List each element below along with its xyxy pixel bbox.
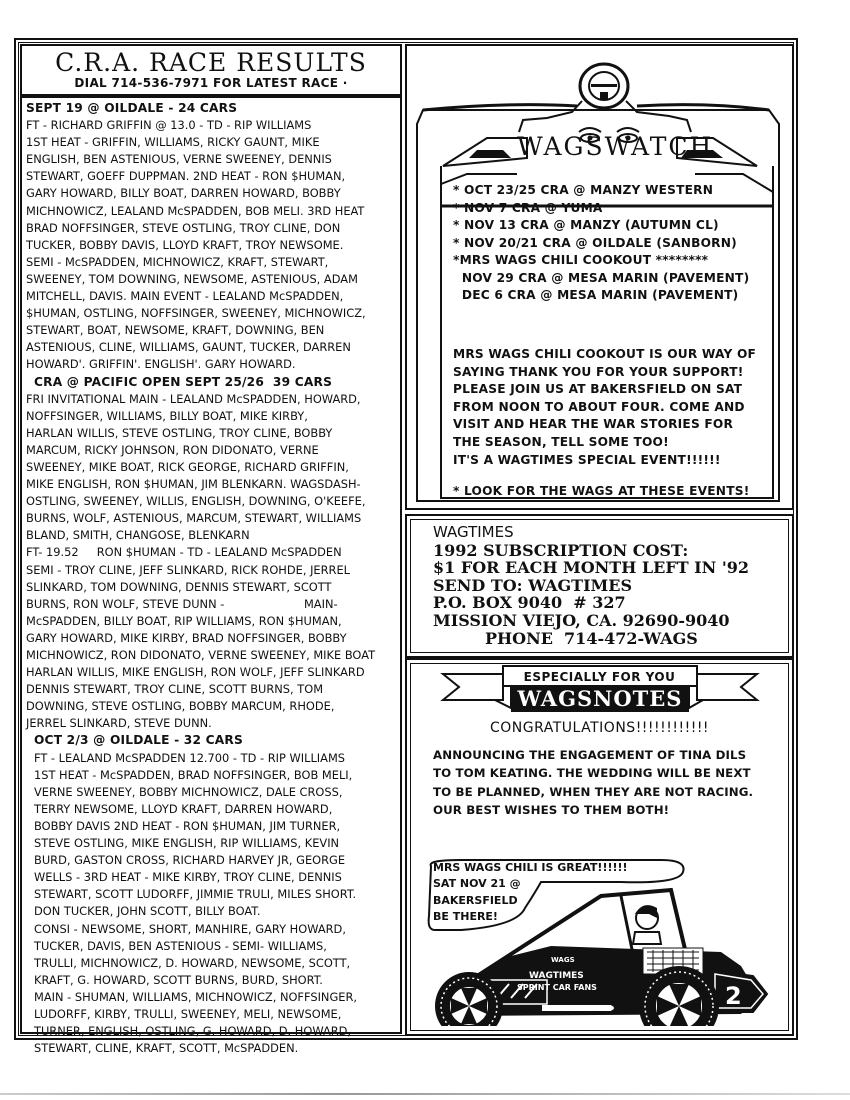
race-results-hotline: DIAL 714-536-7971 FOR LATEST RACE ·	[74, 76, 348, 90]
subscription-panel	[405, 514, 794, 658]
subscription-cost-heading: 1992 SUBSCRIPTION COST:	[433, 540, 689, 560]
race-results-lines	[26, 100, 398, 1057]
result-line: 1ST HEAT - McSPADDEN, BRAD NOFFSINGER, BOB MELI,	[34, 767, 353, 782]
result-line: HOWARD'. GRIFFIN'. ENGLISH'. GARY HOWARD.	[26, 357, 296, 372]
result-line: BURNS, RON WOLF, STEVE DUNN - MAIN-	[26, 596, 338, 611]
announcement-line: OUR BEST WISHES TO THEM BOTH!	[433, 802, 670, 817]
result-line: TRULLI, MICHNOWICZ, D. HOWARD, NEWSOME, SCOTT,	[34, 955, 351, 970]
result-line: FT- 19.52 RON $HUMAN - TD - LEALAND McSPADDEN	[26, 545, 342, 560]
wagswatch-schedule	[453, 182, 749, 305]
result-line: FRI INVITATIONAL MAIN - LEALAND McSPADDEN, HOWARD,	[26, 391, 361, 406]
race-results-title: C.R.A. RACE RESULTS	[55, 48, 367, 77]
announcement-line: TO TOM KEATING. THE WEDDING WILL BE NEXT	[433, 766, 751, 781]
wagsnotes-kicker: ESPECIALLY FOR YOU	[523, 670, 676, 684]
car-side-label-1: WAGTIMES	[529, 971, 584, 981]
subscription-info	[433, 524, 749, 647]
race-heading: OCT 2/3 @ OILDALE - 32 CARS	[34, 733, 243, 748]
schedule-item: DEC 6 CRA @ MESA MARIN (PAVEMENT)	[453, 288, 739, 302]
result-line: McSPADDEN, BILLY BOAT, RIP WILLIAMS, RON $HUMAN,	[26, 613, 342, 628]
result-line: STEWART, GOEFF DUPPMAN. 2ND HEAT - RON $HUMAN,	[26, 169, 346, 184]
result-line: DON TUCKER, JOHN SCOTT, BILLY BOAT.	[34, 904, 261, 919]
result-line: BURNS, WOLF, ASTENIOUS, MARCUM, STEWART, WILLIAMS	[26, 511, 362, 526]
schedule-item: *MRS WAGS CHILI COOKOUT ********	[453, 253, 709, 267]
announcement-line: TO BE PLANNED, WHEN THEY ARE NOT RACING.	[433, 784, 754, 799]
wagsnotes-title: WAGSNOTES	[511, 686, 689, 712]
result-line: MIKE ENGLISH, RON $HUMAN, JIM BLENKARN. WAGSDASH-	[26, 477, 361, 492]
result-line: HARLAN WILLIS, MIKE ENGLISH, RON WOLF, JEFF SLINKARD	[26, 665, 365, 680]
schedule-item: NOV 29 CRA @ MESA MARIN (PAVEMENT)	[453, 270, 750, 285]
result-line: BOBBY DAVIS 2ND HEAT - RON $HUMAN, JIM TURNER,	[34, 818, 341, 833]
result-line: MITCHELL, DAVIS. MAIN EVENT - LEALAND McSPADDEN,	[26, 289, 344, 304]
result-line: CONSI - NEWSOME, SHORT, MANHIRE, GARY HOWARD,	[34, 921, 346, 936]
announcement-line: THE SEASON, TELL SOME TOO!	[453, 434, 669, 449]
bubble-line: SAT NOV 21 @	[433, 877, 521, 891]
result-line: JERREL SLINKARD, STEVE DUNN.	[26, 716, 212, 731]
schedule-item: * NOV 20/21 CRA @ OILDALE (SANBORN)	[453, 235, 737, 250]
result-line: DENNIS STEWART, TROY CLINE, SCOTT BURNS, TOM	[26, 682, 324, 697]
result-line: STEWART, CLINE, KRAFT, SCOTT, McSPADDEN.	[34, 1041, 299, 1056]
wagswatch-footer: * LOOK FOR THE WAGS AT THESE EVENTS!	[453, 484, 750, 498]
result-line: 1ST HEAT - GRIFFIN, WILLIAMS, RICKY GAUNT, MIKE	[26, 135, 320, 150]
result-line: HARLAN WILLIS, STEVE OSTLING, TROY CLINE, BOBBY	[26, 425, 333, 440]
car-number: 2	[725, 982, 742, 1010]
result-line: TURNER, ENGLISH, OSTLING, G. HOWARD, D. HOWARD,	[34, 1024, 352, 1039]
result-line: GARY HOWARD, MIKE KIRBY, BRAD NOFFSINGER, BOBBY	[26, 630, 347, 645]
race-heading: SEPT 19 @ OILDALE - 24 CARS	[26, 101, 238, 115]
result-line: $HUMAN, OSTLING, NOFFSINGER, SWEENEY, MICHNOWICZ,	[26, 306, 366, 321]
race-results-body	[20, 96, 402, 1056]
announcement-line: ANNOUNCING THE ENGAGEMENT OF TINA DILS	[433, 748, 747, 762]
bubble-line: BAKERSFIELD	[433, 893, 518, 907]
result-line: LUDORFF, KIRBY, TRULLI, SWEENEY, MELI, NEWSOME,	[34, 1006, 342, 1021]
wagsnotes-panel	[405, 658, 794, 1036]
result-line: MARCUM, RICKY JOHNSON, RON DIDONATO, VERNE	[26, 442, 319, 457]
result-line: SWEENEY, TOM DOWNING, NEWSOME, ASTENIOUS, ADAM	[26, 271, 358, 286]
announcement-line: MRS WAGS CHILI COOKOUT IS OUR WAY OF	[453, 347, 757, 361]
result-line: NOFFSINGER, WILLIAMS, BILLY BOAT, MIKE KIRBY,	[26, 408, 308, 423]
result-line: VERNE SWEENEY, BOBBY MICHNOWICZ, DALE CROSS,	[34, 784, 343, 799]
announcement-line: SAYING THANK YOU FOR YOUR SUPPORT!	[453, 364, 744, 379]
schedule-item: * OCT 23/25 CRA @ MANZY WESTERN	[453, 183, 714, 197]
race-results-header	[20, 44, 402, 96]
result-line: TUCKER, BOBBY DAVIS, LLOYD KRAFT, TROY NEWSOME.	[26, 237, 344, 252]
speech-bubble-text	[433, 860, 628, 926]
result-line: GARY HOWARD, BILLY BOAT, DARREN HOWARD, BOBBY	[26, 186, 341, 201]
result-line: SWEENEY, MIKE BOAT, RICK GEORGE, RICHARD GRIFFIN,	[26, 459, 349, 474]
result-line: TERRY NEWSOME, LLOYD KRAFT, DARREN HOWARD,	[34, 801, 333, 816]
result-line: TUCKER, DAVIS, BEN ASTENIOUS - SEMI- WILLIAMS,	[34, 938, 327, 953]
result-line: STEWART, BOAT, NEWSOME, KRAFT, DOWNING, BEN	[26, 323, 325, 338]
result-line: BRAD NOFFSINGER, STEVE OSTLING, TROY CLINE, DON	[26, 220, 341, 235]
announcement-line: IT'S A WAGTIMES SPECIAL EVENT!!!!!!	[453, 452, 721, 467]
announcement-line: FROM NOON TO ABOUT FOUR. COME AND	[453, 399, 745, 414]
result-line: MICHNOWICZ, LEALAND McSPADDEN, BOB MELI. 3RD HEAT	[26, 203, 365, 218]
result-line: MICHNOWICZ, RON DIDONATO, VERNE SWEENEY, MIKE BOAT	[26, 648, 376, 662]
result-line: FT - LEALAND McSPADDEN 12.700 - TD - RIP WILLIAMS	[34, 750, 346, 765]
subscription-po-box: P.O. BOX 9040 # 327	[433, 593, 626, 613]
scan-edge	[0, 1093, 850, 1095]
result-line: STEVE OSTLING, MIKE ENGLISH, RIP WILLIAMS, KEVIN	[34, 836, 340, 851]
engagement-announcement	[433, 746, 753, 819]
subscription-name: WAGTIMES	[433, 523, 514, 541]
subscription-cost: $1 FOR EACH MONTH LEFT IN '92	[433, 558, 750, 578]
result-line: SEMI - TROY CLINE, JEFF SLINKARD, RICK ROHDE, JERREL	[26, 562, 351, 577]
schedule-item: * NOV 13 CRA @ MANZY (AUTUMN CL)	[453, 218, 719, 232]
bubble-line: MRS WAGS CHILI IS GREAT!!!!!!	[433, 861, 628, 874]
result-line: KRAFT, G. HOWARD, SCOTT BURNS, BURD, SHORT.	[34, 972, 323, 987]
result-line: SLINKARD, TOM DOWNING, DENNIS STEWART, SCOTT	[26, 579, 332, 594]
result-line: STEWART, SCOTT LUDORFF, JIMMIE TRULI, MILES SHORT.	[34, 887, 357, 902]
wagswatch-announcement	[453, 346, 756, 469]
result-line: SEMI - McSPADDEN, MICHNOWICZ, KRAFT, STEWART,	[26, 254, 329, 269]
result-line: BLAND, SMITH, CHANGOSE, BLENKARN	[26, 528, 250, 543]
subscription-city: MISSION VIEJO, CA. 92690-9040	[433, 610, 730, 630]
result-line: ENGLISH, BEN ASTENIOUS, VERNE SWEENEY, DENNIS	[26, 152, 332, 167]
result-line: ASTENIOUS, CLINE, WILLIAMS, GAUNT, TUCKER, DARREN	[26, 340, 351, 355]
race-heading: CRA @ PACIFIC OPEN SEPT 25/26 39 CARS	[34, 374, 333, 389]
bubble-line: BE THERE!	[433, 910, 498, 924]
race-results-column	[20, 44, 402, 1056]
schedule-item: * NOV 7 CRA @ YUMA	[453, 200, 603, 215]
result-line: WELLS - 3RD HEAT - MIKE KIRBY, TROY CLINE, DENNIS	[34, 870, 342, 885]
result-line: BURD, GASTON CROSS, RICHARD HARVEY JR, GEORGE	[34, 853, 346, 868]
wagswatch-title: WAGSWATCH	[517, 132, 714, 161]
subscription-phone: PHONE 714-472-WAGS	[485, 628, 698, 648]
car-side-label-2: SPRINT CAR FANS	[517, 983, 597, 992]
announcement-line: PLEASE JOIN US AT BAKERSFIELD ON SAT	[453, 382, 743, 397]
result-line: DOWNING, STEVE OSTLING, BOBBY MARCUM, RHODE,	[26, 699, 335, 714]
result-line: OSTLING, SWEENEY, WILLIS, ENGLISH, DOWNING, O'KEEFE,	[26, 494, 366, 509]
announcement-line: VISIT AND HEAR THE WAR STORIES FOR	[453, 417, 734, 432]
subscription-send-to: SEND TO: WAGTIMES	[433, 575, 633, 595]
car-hood-label: WAGS	[551, 956, 575, 964]
result-line: FT - RICHARD GRIFFIN @ 13.0 - TD - RIP WILLIAMS	[26, 118, 312, 133]
result-line: MAIN - SHUMAN, WILLIAMS, MICHNOWICZ, NOFFSINGER,	[34, 989, 358, 1004]
wagswatch-panel	[405, 44, 794, 510]
congratulations-heading: CONGRATULATIONS!!!!!!!!!!!!	[489, 720, 710, 736]
